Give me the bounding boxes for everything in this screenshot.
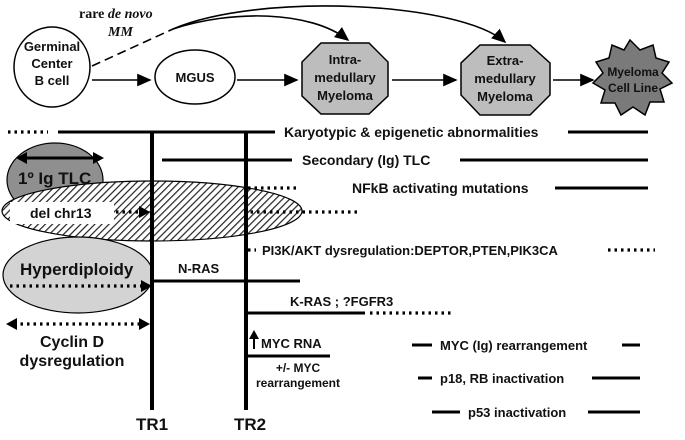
germinal-center-label-1: Germinal <box>23 39 81 54</box>
cyclin-d-arrowhead-right <box>139 318 150 330</box>
myeloma-cell-line-label-1: Myeloma <box>607 65 659 79</box>
secondary-tlc-label: Secondary (Ig) TLC <box>302 152 431 168</box>
germinal-center-label-3: B cell <box>34 73 70 88</box>
del-chr13-label: del chr13 <box>30 205 92 221</box>
karyotypic-label: Karyotypic & epigenetic abnormalities <box>284 124 539 140</box>
extramedullary-label-2: medullary <box>474 71 536 86</box>
de-novo-label-line1: rare de novo <box>79 7 153 22</box>
p18-label: p18, RB inactivation <box>440 371 565 386</box>
myc-rna-label: MYC RNA <box>261 336 322 351</box>
cyclin-d-arrowhead-left <box>6 318 17 330</box>
de-novo-arc-to-extra <box>173 6 505 42</box>
intramedullary-label-1: Intra- <box>328 52 362 67</box>
nfkb-label: NFkB activating mutations <box>352 180 529 196</box>
myc-rna-up-arrowhead <box>249 330 259 339</box>
myc-rearr-label-2: rearrangement <box>255 376 341 390</box>
mgus-label: MGUS <box>175 70 215 85</box>
intramedullary-label-2: medullary <box>314 70 376 85</box>
primary-tlc-arrowhead-right <box>93 152 104 164</box>
cyclin-d-label-1: Cyclin D <box>39 334 105 351</box>
intramedullary-label-3: Myeloma <box>317 88 373 103</box>
de-novo-label-line2: MM <box>108 25 133 40</box>
extramedullary-label-1: Extra- <box>486 53 524 68</box>
kras-label: K-RAS ; ?FGFR3 <box>290 294 394 309</box>
tr1-label: TR1 <box>135 415 169 434</box>
myc-ig-label: MYC (Ig) rearrangement <box>440 338 588 353</box>
extramedullary-label-3: Myeloma <box>477 89 533 104</box>
myeloma-cell-line-label-2: Cell Line <box>607 81 659 95</box>
germinal-center-label-2: Center <box>31 56 73 71</box>
tr2-label: TR2 <box>233 415 267 434</box>
hyperdiploidy-label: Hyperdiploidy <box>20 260 134 279</box>
pi3k-label: PI3K/AKT dysregulation:DEPTOR,PTEN,PIK3CA <box>262 243 558 258</box>
cyclin-d-label-2: dysregulation <box>19 353 125 370</box>
nras-label: N-RAS <box>178 261 220 276</box>
p53-label: p53 inactivation <box>468 405 567 420</box>
primary-tlc-label: 1º Ig TLC <box>18 169 92 188</box>
myc-rearr-label-1: +/- MYC <box>275 361 321 375</box>
